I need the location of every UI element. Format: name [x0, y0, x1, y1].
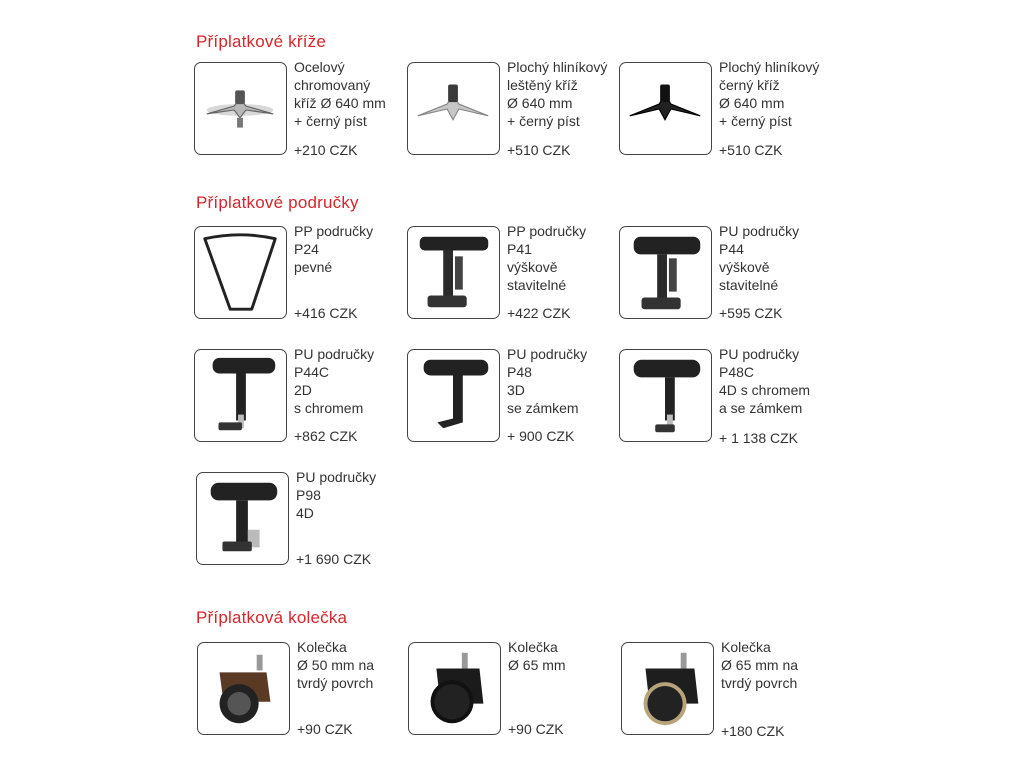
black-aluminium-base-icon: [619, 62, 712, 155]
pu-adjustable-armrest-icon: [619, 226, 712, 319]
product-card-armrest: PU područky P44C 2D s chromem +862 CZK: [194, 349, 494, 449]
product-card-armrest: PU područky P48 3D se zámkem + 900 CZK: [407, 349, 707, 449]
price: +180 CZK: [721, 723, 785, 739]
product-card-armrest: PU područky P48C 4D s chromem a se zámkem + 1 138 CZK: [619, 349, 919, 449]
price: +1 690 CZK: [296, 551, 372, 567]
product-card-base: Ocelový chromovaný kříž Ø 640 mm + černý píst +210 CZK: [194, 62, 494, 162]
price: + 1 138 CZK: [719, 430, 798, 446]
price: +510 CZK: [507, 142, 571, 158]
caster-65mm-icon: [408, 642, 501, 735]
height-adjustable-armrest-icon: [407, 226, 500, 319]
product-card-armrest: PU područky P98 4D +1 690 CZK: [196, 472, 496, 572]
product-card-base: Plochý hliníkový leštěný kříž Ø 640 mm + černý píst +510 CZK: [407, 62, 707, 162]
price: +90 CZK: [297, 721, 353, 737]
4d-chrome-lock-armrest-icon: [619, 349, 712, 442]
product-card-caster: Kolečka Ø 65 mm +90 CZK: [408, 642, 708, 742]
4d-armrest-icon: [196, 472, 289, 565]
product-card-caster: Kolečka Ø 65 mm na tvrdý povrch +180 CZK: [621, 642, 921, 742]
price: +595 CZK: [719, 305, 783, 321]
section-title-casters: Příplatková kolečka: [196, 608, 348, 627]
price: +422 CZK: [507, 305, 571, 321]
section-title-armrests: Příplatkové područky: [196, 193, 359, 212]
product-card-base: Plochý hliníkový černý kříž Ø 640 mm + černý píst +510 CZK: [619, 62, 919, 162]
fixed-armrest-icon: [194, 226, 287, 319]
product-card-armrest: PP područky P24 pevné +416 CZK: [194, 226, 494, 326]
price: +90 CZK: [508, 721, 564, 737]
polished-aluminium-base-icon: [407, 62, 500, 155]
price: +510 CZK: [719, 142, 783, 158]
caster-65mm-hard-icon: [621, 642, 714, 735]
product-card-caster: Kolečka Ø 50 mm na tvrdý povrch +90 CZK: [197, 642, 497, 742]
caster-50mm-icon: [197, 642, 290, 735]
section-title-bases: Příplatkové kříže: [196, 32, 327, 51]
price: +210 CZK: [294, 142, 358, 158]
price: + 900 CZK: [507, 428, 575, 444]
2d-chrome-armrest-icon: [194, 349, 287, 442]
chrome-base-icon: [194, 62, 287, 155]
price: +862 CZK: [294, 428, 358, 444]
product-card-armrest: PU područky P44 výškově stavitelné +595 CZK: [619, 226, 919, 326]
price: +416 CZK: [294, 305, 358, 321]
product-card-armrest: PP područky P41 výškově stavitelné +422 CZK: [407, 226, 707, 326]
3d-lock-armrest-icon: [407, 349, 500, 442]
